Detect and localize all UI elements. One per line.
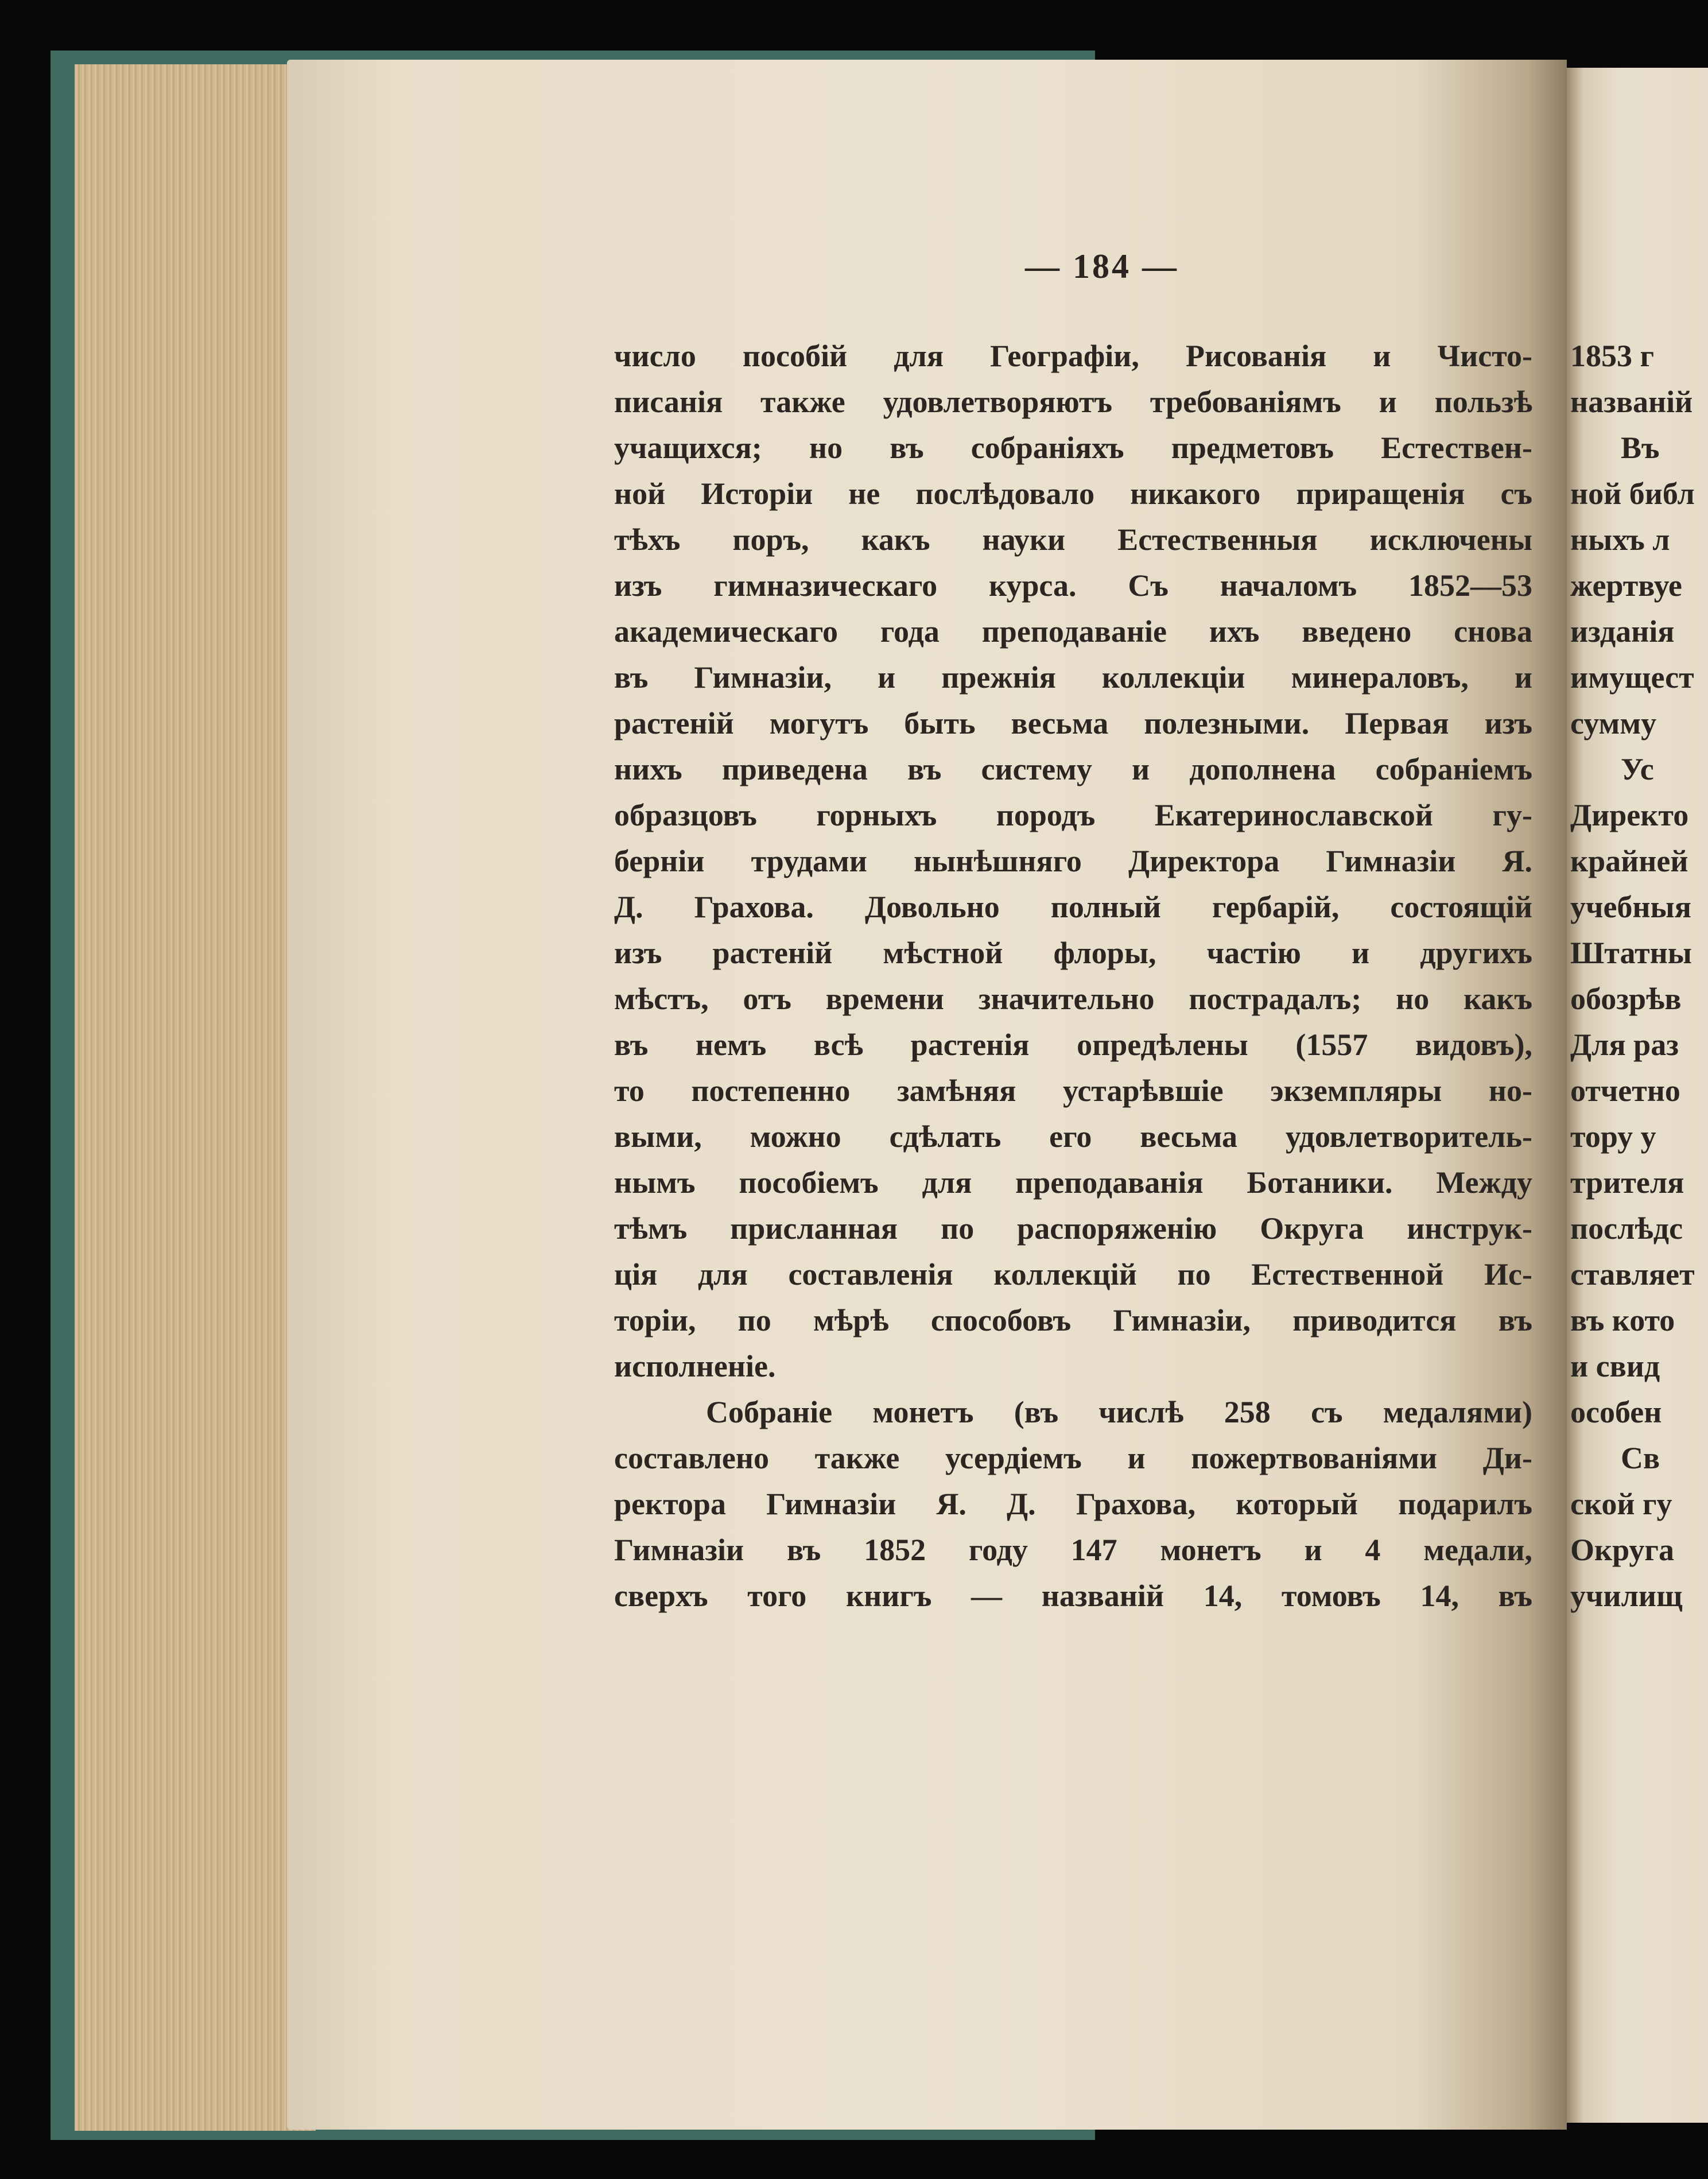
text-line: 1853 г <box>1570 339 1655 373</box>
text-line: тору у <box>1570 1119 1656 1154</box>
text-line: сумму <box>1570 706 1657 740</box>
text-line: названій <box>1570 385 1693 419</box>
right-page-text <box>1570 333 1706 1619</box>
text-line: торіи, по мѣрѣ способовъ Гимназіи, приводится въ <box>614 1303 1532 1337</box>
text-line: нихъ приведена въ систему и дополнена собраніемъ <box>614 752 1532 786</box>
text-line: ной Исторіи не послѣдовало никакого приращенія съ <box>614 476 1532 511</box>
text-line: Собраніе монетъ (въ числѣ 258 съ медалями) <box>706 1395 1532 1429</box>
text-line: ской гу <box>1570 1487 1672 1521</box>
text-line: изъ растеній мѣстной флоры, частію и другихъ <box>614 936 1532 970</box>
text-line: училищ <box>1570 1579 1683 1613</box>
text-line: Св <box>1621 1441 1660 1475</box>
text-line: ція для составленія коллекцій по Естественной Ис- <box>614 1257 1532 1292</box>
text-line: Гимназіи въ 1852 году 147 монетъ и 4 медали, <box>614 1533 1532 1567</box>
text-line: трителя <box>1570 1165 1684 1200</box>
text-line: тѣмъ присланная по распоряженію Округа инструк- <box>614 1211 1532 1246</box>
text-line: писанія также удовлетворяютъ требованіямъ и пользѣ <box>614 385 1532 419</box>
text-line: ректора Гимназіи Я. Д. Грахова, который подарилъ <box>614 1487 1532 1521</box>
text-line: особен <box>1570 1395 1662 1429</box>
text-line: ной библ <box>1570 476 1695 511</box>
text-line: изданія <box>1570 614 1675 649</box>
text-line: исполненіе. <box>614 1349 776 1383</box>
page-edges <box>75 64 316 2131</box>
text-line: берніи трудами нынѣшняго Директора Гимназіи Я. <box>614 844 1532 878</box>
text-line: Ус <box>1621 752 1654 786</box>
text-line: растеній могутъ быть весьма полезными. Первая изъ <box>614 706 1532 740</box>
text-line: учащихся; но въ собраніяхъ предметовъ Естествен- <box>614 431 1532 465</box>
left-page-text <box>614 333 1532 1619</box>
text-line: въ кото <box>1570 1303 1675 1337</box>
text-line: и свид <box>1570 1349 1660 1383</box>
text-line: тѣхъ поръ, какъ науки Естественныя исключены <box>614 522 1532 557</box>
text-line: нымъ пособіемъ для преподаванія Ботаники. Между <box>614 1165 1532 1200</box>
text-line: изъ гимназическаго курса. Съ началомъ 1852—53 <box>614 568 1532 603</box>
text-line: крайней <box>1570 844 1688 878</box>
text-line: послѣдс <box>1570 1211 1683 1246</box>
text-line: въ немъ всѣ растенія опредѣлены (1557 видовъ), <box>614 1028 1532 1062</box>
text-line: академическаго года преподаваніе ихъ введено снова <box>614 614 1532 649</box>
text-line: выми, можно сдѣлать его весьма удовлетворитель- <box>614 1119 1532 1154</box>
text-line: число пособій для Географіи, Рисованія и Чисто- <box>614 339 1532 373</box>
text-line: сверхъ того книгъ — названій 14, томовъ 14, въ <box>614 1579 1532 1613</box>
text-line: ныхъ л <box>1570 522 1670 557</box>
text-line: Въ <box>1621 431 1660 465</box>
text-line: мѣстъ, отъ времени значительно пострадалъ; но какъ <box>614 982 1532 1016</box>
text-line: Штатны <box>1570 936 1692 970</box>
text-line: то постепенно замѣняя устарѣвшіе экземпляры но- <box>614 1073 1532 1108</box>
page-number: — 184 — <box>1025 247 1179 285</box>
text-line: Для раз <box>1570 1028 1679 1062</box>
text-line: Округа <box>1570 1533 1674 1567</box>
text-line: Директо <box>1570 798 1689 832</box>
text-line: имущест <box>1570 660 1694 695</box>
text-line: жертвуе <box>1570 568 1682 603</box>
text-line: обозрѣв <box>1570 982 1682 1016</box>
text-line: учебныя <box>1570 890 1691 924</box>
text-line: Д. Грахова. Довольно полный гербарій, состоящій <box>614 890 1532 924</box>
text-line: составлено также усердіемъ и пожертвованіями Ди- <box>614 1441 1532 1475</box>
text-line: отчетно <box>1570 1073 1680 1108</box>
text-line: ставляет <box>1570 1257 1695 1292</box>
text-line: въ Гимназіи, и прежнія коллекціи минераловъ, и <box>614 660 1532 695</box>
text-line: образцовъ горныхъ породъ Екатеринославской гу- <box>614 798 1532 832</box>
